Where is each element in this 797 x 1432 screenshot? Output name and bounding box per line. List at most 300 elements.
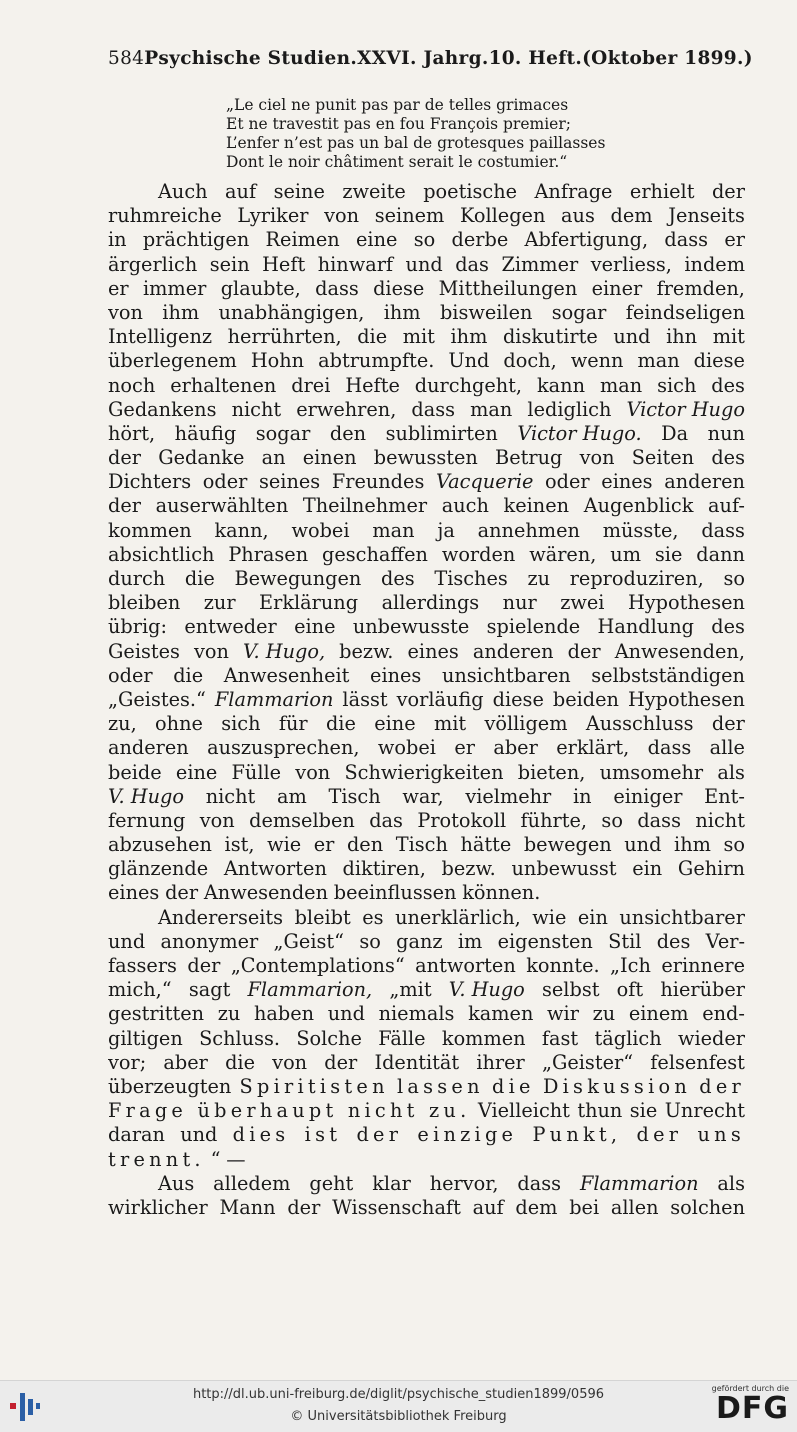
- word: auszusprechen,: [207, 736, 360, 760]
- word: hört,: [108, 421, 156, 445]
- word: wirklicher: [108, 1195, 208, 1219]
- word: doch,: [503, 349, 557, 373]
- word: des: [711, 615, 745, 639]
- text-line: [108, 906, 745, 930]
- word: des: [656, 929, 691, 953]
- issue-date: (Oktober 1899.): [582, 48, 753, 69]
- word: aber: [163, 1050, 208, 1074]
- word: „Contemplations“: [230, 954, 405, 977]
- permalink-url[interactable]: http://dl.ub.uni-freiburg.de/diglit/psychische_studien1899/0596: [192, 1387, 605, 1402]
- word: beide: [108, 760, 162, 784]
- word: dass: [517, 1171, 562, 1195]
- word: absichtlich: [108, 542, 215, 566]
- text-line: [108, 543, 745, 567]
- word: Anwesenden,: [614, 639, 745, 663]
- word: abzusehen: [108, 833, 212, 857]
- word: wobei: [377, 736, 436, 760]
- word: diskutirte: [502, 325, 598, 349]
- journal-title: Psychische Studien.: [144, 48, 358, 69]
- word: eigensten: [497, 929, 593, 953]
- word: Betrug: [495, 446, 563, 470]
- word: der: [287, 1195, 321, 1219]
- word: „Geister“: [541, 1050, 634, 1074]
- word: oder: [202, 470, 248, 494]
- text-line: [108, 1051, 745, 1075]
- word: das: [455, 252, 489, 276]
- text-line: [108, 591, 745, 615]
- word: erhielt: [629, 180, 695, 203]
- word: völligem: [484, 712, 568, 736]
- viewer-footer: [0, 1380, 797, 1432]
- word: kann: [536, 373, 585, 397]
- word: reproduziren,: [569, 567, 704, 590]
- word: derbe: [451, 228, 509, 252]
- word: eines: [601, 470, 653, 494]
- text-line: [108, 301, 745, 325]
- word: lässt: [342, 687, 388, 711]
- word: des: [381, 567, 415, 590]
- word: wie: [267, 833, 302, 857]
- word: und: [108, 929, 146, 953]
- word: von: [194, 639, 229, 663]
- word: müsste,: [602, 518, 679, 542]
- word: Schwierigkeiten: [344, 760, 504, 784]
- word: zu: [217, 1002, 241, 1026]
- word: diese: [693, 349, 745, 373]
- word: Bewegungen: [234, 567, 362, 590]
- poem-line: Et ne travestit pas en fou François premier;: [226, 115, 571, 133]
- word: zu,: [108, 712, 137, 736]
- word: Tisches: [434, 567, 508, 590]
- word: Anwesenheit: [223, 663, 350, 687]
- word: so: [359, 929, 381, 953]
- word: erwehren,: [296, 397, 397, 421]
- word: indem: [684, 252, 745, 276]
- word: selbstständigen: [591, 663, 745, 687]
- word: Erklärung: [259, 591, 359, 615]
- word: und: [180, 1123, 218, 1147]
- word: felsenfest: [650, 1050, 745, 1074]
- word: Fälle: [378, 1026, 426, 1050]
- word: Theilnehmer: [302, 494, 428, 518]
- word: seinem: [374, 204, 445, 228]
- word: so: [723, 567, 745, 590]
- word: mit: [433, 712, 467, 736]
- text-line: [108, 712, 745, 736]
- word: führte,: [520, 808, 588, 832]
- word: hätte: [460, 833, 512, 857]
- text-line: [108, 253, 745, 277]
- word: Ent-: [704, 784, 745, 808]
- word: hierüber: [660, 978, 745, 1002]
- word: der: [699, 1074, 745, 1098]
- word: dann: [696, 542, 745, 566]
- word: giltigen: [108, 1026, 183, 1050]
- text-line: [108, 204, 745, 228]
- word: an: [261, 446, 286, 470]
- word: Und: [448, 349, 490, 373]
- word: haben: [254, 1002, 315, 1026]
- poem-line: „Le ciel ne punit pas par de telles grimaces: [226, 96, 569, 114]
- word: der: [711, 712, 745, 736]
- word: Solche: [296, 1026, 362, 1050]
- word: seine: [273, 180, 325, 203]
- word: wären,: [529, 542, 597, 566]
- word: oft: [616, 978, 644, 1002]
- word: dass: [701, 518, 745, 542]
- word: Diskussion: [542, 1074, 692, 1098]
- word: auf: [472, 1195, 504, 1219]
- word: mit: [712, 325, 745, 349]
- word: zur: [203, 591, 236, 615]
- word: alle: [709, 736, 745, 760]
- word: sie: [629, 1099, 658, 1123]
- word: wieder: [677, 1026, 745, 1050]
- word: am: [277, 784, 307, 808]
- word: von: [324, 204, 360, 228]
- word: man: [372, 518, 415, 542]
- word: des: [711, 446, 745, 470]
- word: Anfrage: [534, 180, 613, 203]
- word: Lyriker: [237, 204, 309, 228]
- text-line: [108, 1099, 745, 1123]
- word: Identität: [374, 1050, 460, 1074]
- running-header: [108, 48, 753, 76]
- word: er: [724, 228, 745, 252]
- word: Wissenschaft: [332, 1195, 461, 1219]
- word: diese: [373, 276, 425, 300]
- word: Schluss.: [199, 1026, 281, 1050]
- word: wenn: [570, 349, 624, 373]
- word: sogar: [255, 421, 311, 445]
- word: Intelligenz: [108, 325, 213, 349]
- word: um: [610, 542, 641, 566]
- word: dem: [610, 204, 653, 228]
- word: daran: [108, 1123, 165, 1147]
- word: Tisch: [328, 784, 381, 808]
- word: Jenseits: [668, 204, 745, 228]
- word: keinen: [503, 494, 570, 518]
- word: demselben: [249, 808, 355, 832]
- text-line: [108, 954, 745, 978]
- word: unerklärlich,: [395, 905, 521, 929]
- word: ärgerlich: [108, 252, 198, 276]
- word: einzige: [417, 1123, 518, 1147]
- word: der: [187, 954, 221, 977]
- word: sein: [209, 252, 250, 276]
- text-line: [108, 567, 745, 591]
- word: fast: [541, 1026, 579, 1050]
- word: erinnere: [661, 954, 745, 977]
- word: Vielleicht: [477, 1099, 570, 1123]
- word: Unrecht: [664, 1099, 745, 1123]
- word: allen: [610, 1195, 659, 1219]
- word: selbst: [542, 978, 600, 1002]
- word: und: [405, 252, 443, 276]
- word: klar: [372, 1171, 411, 1195]
- word: ruhmreiche: [108, 204, 222, 228]
- word: Punkt,: [532, 1123, 622, 1147]
- word: unabhängigen,: [218, 300, 365, 324]
- word: die: [225, 1050, 255, 1074]
- italic-name: Flammarion: [214, 687, 334, 711]
- word: ohne: [155, 712, 203, 736]
- word: „mit: [389, 978, 432, 1002]
- italic-name: Flammarion,: [247, 978, 373, 1002]
- word: einen: [302, 446, 357, 470]
- word: die: [173, 663, 204, 687]
- word: dass: [411, 397, 456, 421]
- word: bezw.: [339, 639, 394, 663]
- word: zu: [592, 1002, 616, 1026]
- word: so: [723, 833, 745, 857]
- word: der: [165, 881, 199, 905]
- word: dem: [515, 1195, 558, 1219]
- body-text: [108, 180, 745, 1220]
- word: man: [470, 397, 513, 421]
- text-line: [108, 1075, 745, 1099]
- word: Auch: [158, 180, 208, 203]
- word: Hypothesen: [627, 687, 745, 711]
- word: nicht: [695, 808, 745, 832]
- word: Kollegen: [459, 204, 546, 228]
- word: beiden: [552, 687, 619, 711]
- word: prächtigen: [142, 228, 250, 252]
- word: Heft: [262, 252, 306, 276]
- word: Freundes: [331, 470, 425, 494]
- word: eines: [370, 663, 422, 687]
- word: feindseligen: [625, 300, 745, 324]
- word: er: [108, 276, 129, 300]
- word: wir: [547, 1002, 579, 1026]
- text-line: [108, 1172, 745, 1196]
- text-line: [108, 664, 745, 688]
- word: kommen: [108, 518, 192, 542]
- word: übrig:: [108, 615, 167, 639]
- word: gestritten: [108, 1002, 205, 1026]
- word: von: [199, 808, 235, 832]
- word: erklärt,: [556, 736, 630, 760]
- word: von: [108, 300, 143, 324]
- word: worden: [441, 542, 516, 566]
- word: nicht: [205, 784, 256, 808]
- text-line: [108, 1148, 745, 1172]
- word: anderen: [664, 470, 745, 494]
- word: „Ich: [610, 954, 651, 977]
- word: der: [356, 1123, 403, 1147]
- word: unbewusst: [511, 857, 617, 881]
- text-line: [108, 1196, 745, 1220]
- word: geschaffen: [322, 542, 428, 566]
- word: ist,: [224, 833, 255, 857]
- text-line: [108, 615, 745, 639]
- word: beeinflussen: [333, 881, 457, 905]
- word: anderen: [108, 736, 189, 760]
- word: häufig: [174, 421, 237, 445]
- word: niemals: [378, 1002, 455, 1026]
- word: Dichters: [108, 470, 192, 494]
- text-line: [108, 519, 745, 543]
- word: ihm: [383, 300, 421, 324]
- dfg-funding-note: gefördert durch die: [711, 1384, 789, 1393]
- word: Antworten: [223, 857, 327, 881]
- word: allerdings: [381, 591, 480, 615]
- italic-name: V. Hugo: [108, 784, 184, 808]
- word: kommen: [441, 1026, 526, 1050]
- word: und: [613, 325, 651, 349]
- word: „Geist“: [273, 929, 345, 953]
- text-line: [108, 1002, 745, 1026]
- word: Aus: [158, 1171, 195, 1195]
- word: oder: [545, 470, 590, 494]
- word: bezw.: [441, 857, 496, 881]
- word: uns: [697, 1123, 745, 1147]
- word: sie: [654, 542, 683, 566]
- word: alledem: [213, 1171, 291, 1195]
- word: nur: [502, 591, 537, 615]
- word: Gehirn: [677, 857, 745, 881]
- word: auf: [225, 180, 257, 203]
- word: herrührten,: [227, 325, 342, 349]
- word: mich,“: [108, 978, 172, 1002]
- word: lediglich: [527, 397, 612, 421]
- word: nun: [707, 421, 745, 445]
- word: Andererseits: [158, 905, 284, 929]
- word: der: [711, 180, 745, 203]
- word: verliess,: [590, 252, 672, 276]
- word: Fülle: [231, 760, 282, 784]
- word: dass: [647, 736, 692, 760]
- text-line: [108, 1027, 745, 1051]
- word: ganz: [396, 929, 443, 953]
- word: oder: [108, 663, 153, 687]
- word: für: [278, 712, 308, 736]
- word: noch: [108, 373, 156, 397]
- word: aber: [493, 736, 538, 760]
- word: nicht: [231, 397, 282, 421]
- word: konnte.: [526, 954, 600, 977]
- word: dass: [664, 228, 709, 252]
- text-line: [108, 688, 745, 712]
- word: Zimmer: [501, 252, 579, 276]
- word: ein: [632, 857, 663, 881]
- word: Handlung: [597, 615, 694, 639]
- word: zu: [527, 567, 551, 590]
- word: diese: [492, 687, 544, 711]
- word: bleibt: [294, 905, 351, 929]
- word: zweite: [342, 180, 406, 203]
- word: Phrasen: [228, 542, 309, 566]
- word: Seiten: [631, 446, 695, 470]
- word: der: [636, 1123, 683, 1147]
- word: geht: [309, 1171, 354, 1195]
- word: glänzende: [108, 857, 209, 881]
- word: ihm: [450, 325, 488, 349]
- word: solchen: [670, 1195, 745, 1219]
- word: er: [454, 736, 475, 760]
- word: von: [272, 1050, 308, 1074]
- word: es: [362, 905, 384, 929]
- word: auserwählten: [155, 494, 289, 518]
- word: als: [717, 760, 745, 784]
- text-line: [108, 446, 745, 470]
- word: man: [637, 349, 680, 373]
- dfg-logo: [703, 1384, 789, 1428]
- text-line: [108, 833, 745, 857]
- word: einiger: [613, 784, 683, 808]
- word: der: [108, 494, 141, 518]
- word: von: [295, 760, 331, 784]
- text-line: [108, 640, 745, 664]
- word: wie: [532, 905, 567, 929]
- word: dass: [315, 276, 359, 300]
- word: Hypothesen: [627, 591, 745, 615]
- text-line: [108, 228, 745, 252]
- word: immer: [142, 276, 207, 300]
- word: durch: [108, 567, 166, 590]
- issue: 10. Heft.: [488, 48, 583, 69]
- word: ihm: [674, 833, 711, 857]
- word: wobei: [291, 518, 350, 542]
- text-line: [108, 857, 745, 881]
- word: sogar: [551, 300, 607, 324]
- text-line: [108, 761, 745, 785]
- text-line: [108, 978, 745, 1002]
- volume: XXVI. Jahrg.: [357, 48, 489, 69]
- word: Tisch: [395, 833, 448, 857]
- italic-name: Vacquerie: [435, 470, 534, 494]
- word: der: [324, 1050, 358, 1074]
- word: überzeugten: [108, 1074, 232, 1098]
- word: den: [329, 421, 367, 445]
- text-line: [108, 881, 745, 905]
- word: abtrumpfte.: [318, 349, 435, 373]
- word: unsichtbarer: [619, 905, 745, 929]
- text-line: [108, 422, 745, 446]
- word: fassers: [108, 954, 177, 977]
- text-line: [108, 180, 745, 204]
- word: Spiritisten: [239, 1074, 389, 1098]
- word: drei: [291, 373, 331, 397]
- word: ihn: [666, 325, 698, 349]
- word: aus: [561, 204, 595, 228]
- word: bei: [569, 1195, 600, 1219]
- poem-line: Dont le noir châtiment serait le costumier.“: [226, 153, 568, 171]
- word: eine: [356, 228, 398, 252]
- word: Protokoll: [417, 808, 507, 832]
- word: thun: [577, 1099, 623, 1123]
- text-line: [108, 398, 745, 422]
- word: ja: [437, 518, 455, 542]
- word: die: [184, 567, 215, 590]
- word: Gedanke: [158, 446, 245, 470]
- page-number: 584: [108, 48, 145, 69]
- word: erhaltenen: [170, 373, 277, 397]
- word: so: [601, 808, 623, 832]
- word: sagt: [188, 978, 231, 1002]
- word: unsichtbaren: [441, 663, 571, 687]
- word: anonymer: [160, 929, 259, 953]
- word: Mann: [219, 1195, 276, 1219]
- word: vielmehr: [465, 784, 552, 808]
- copyright-notice: © Universitätsbibliothek Freiburg: [290, 1409, 507, 1424]
- word: dies: [232, 1123, 290, 1147]
- word: überlegenem: [108, 349, 237, 373]
- word: Hefte: [345, 373, 400, 397]
- word: ihm: [162, 300, 200, 324]
- text-line: [108, 494, 745, 518]
- word: täglich: [594, 1026, 662, 1050]
